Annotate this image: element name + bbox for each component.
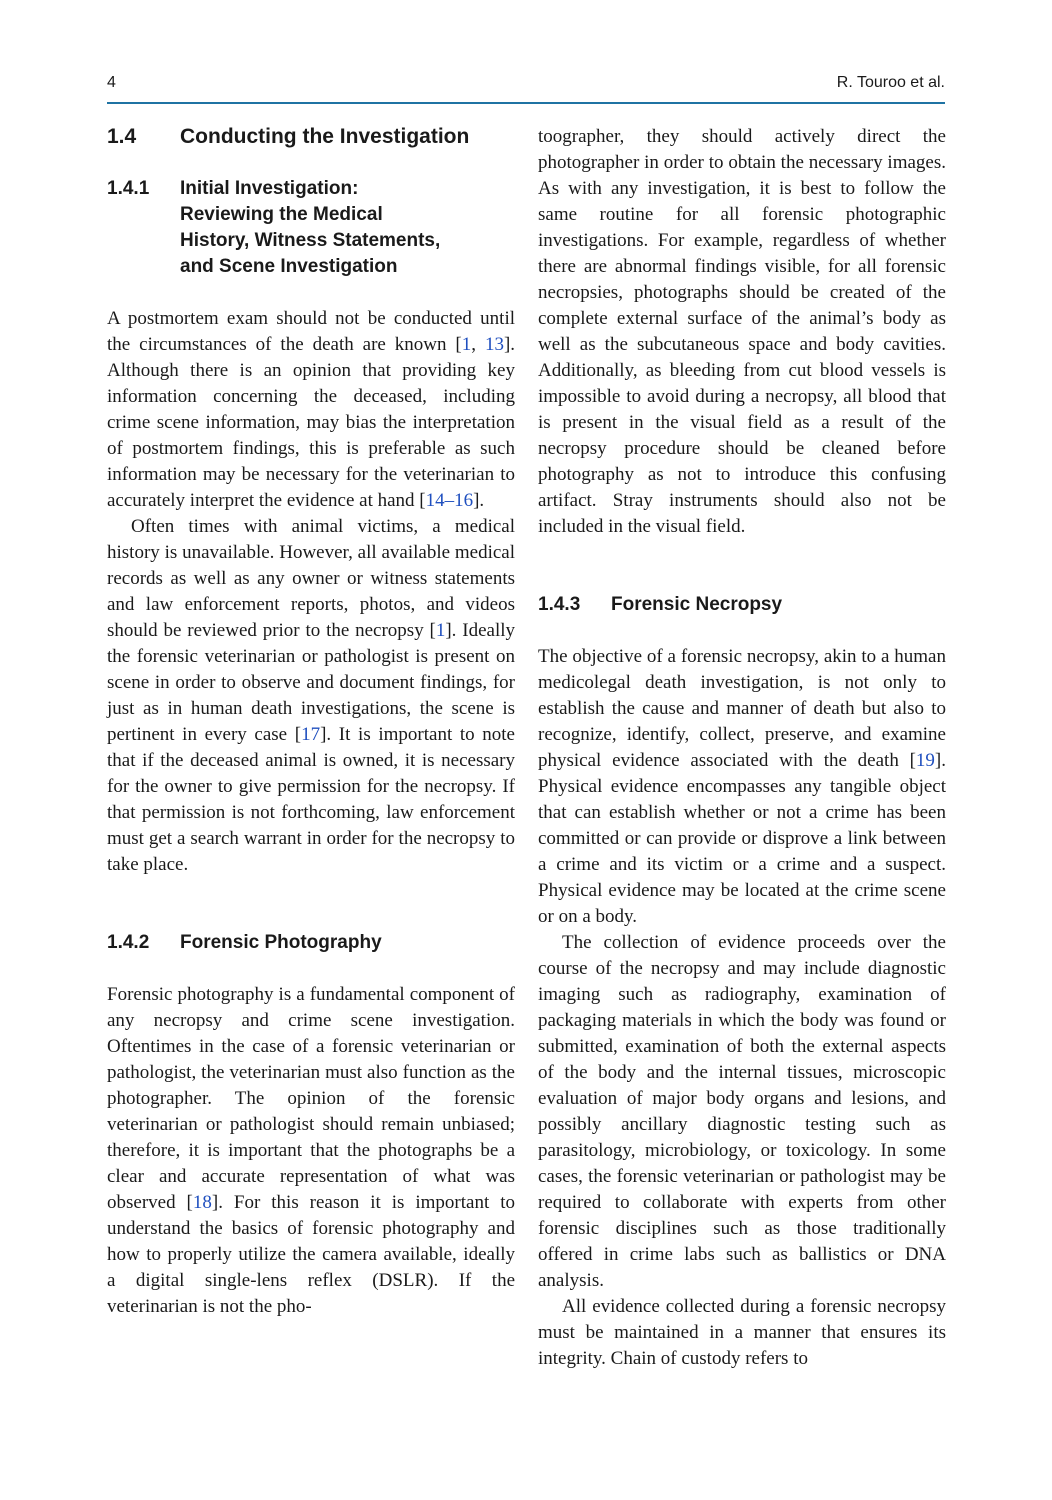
subsection-title: Forensic Photography: [180, 932, 382, 953]
paragraph-text-part: ]. For this reason it is important to understand the basics of forensic photography and how to properly utilize the camera available, ideally a digital single-lens reflex (DSLR). If the veterinarian is not the pho-: [107, 1192, 515, 1317]
subsection-heading-1-4-3: [538, 592, 946, 618]
paragraph: The objective of a forensic necropsy, akin to a human medicolegal death investigation, is not only to establish the cause and manner of death but also to recognize, identify, collect, preserve, and examine physical evidence associated with the death [19]. Physical evidence encompasses any tangible object that can establish whether or not a crime has been committed or can provide or disprove a link between a crime and its victim or a crime and a suspect. Physical evidence may be located at the crime scene or on a body.: [538, 646, 946, 927]
subsection-title-line: Initial Investigation:: [180, 178, 359, 199]
subsection-title-line: Reviewing the Medical: [180, 204, 383, 225]
paragraph: The collection of evidence proceeds over the course of the necropsy and may include diagnostic imaging such as radiography, examination of packaging materials in which the body was found or submitted, examination of both the external aspects of the body and the internal tissues, microscopic evaluation of major body organs and lesions, and possibly ancillary diagnostic testing such as parasitology, microbiology, or toxicology. In some cases, the forensic veterinarian or pathologist may be required to collaborate with experts from other forensic disciplines such as those traditionally offered in crime labs such as ballistics or DNA analysis.: [538, 932, 946, 1291]
citation-link[interactable]: 14: [425, 490, 445, 511]
section-title: Conducting the Investigation: [180, 125, 470, 148]
paragraph-text-part: toographer, they should actively direct the photographer in order to obtain the necessary images. As with any investigation, it is best to follow the same routine for all forensic photographic investigations. For example, regardless of whether there are abnormal findings visible, for all forensic necropsies, photographs should be created of the complete external surface of the animal’s body as well as the subcutaneous space and body cavities. Additionally, as bleeding from cut blood vessels is impossible to avoid during a necropsy, all blood that is present in the visual field as a result of the necropsy procedure should be cleaned before photography as not to introduce this confusing artifact. Stray instruments should also not be included in the visual field.: [538, 126, 946, 537]
subsection-title: Forensic Necropsy: [611, 594, 783, 615]
paragraph: Often times with animal victims, a medical history is unavailable. However, all available medical records as well as any owner or witness statements and law enforcement reports, photos, and videos should be reviewed prior to the necropsy [1]. Ideally the forensic veterinarian or pathologist is present on scene in order to observe and document findings, for just as in human death investigations, the scene is pertinent in every case [17]. It is important to note that if the deceased animal is owned, it is necessary for the owner to give permission for the necropsy. If that permission is not forthcoming, law enforcement must get a search warrant in order for the necropsy to take place.: [107, 516, 515, 875]
citation-link[interactable]: 19: [915, 750, 935, 771]
running-head-authors: R. Touroo et al.: [836, 74, 945, 91]
subsection-number: 1.4.1: [107, 178, 150, 199]
left-column: [107, 124, 515, 1320]
citation-link[interactable]: 1: [461, 334, 472, 355]
paragraph: All evidence collected during a forensic necropsy must be maintained in a manner that ensures its integrity. Chain of custody refers to: [538, 1296, 946, 1369]
subsection-number: 1.4.3: [538, 594, 581, 615]
paragraph: A postmortem exam should not be conducted until the circumstances of the death are known [1, 13]. Although there is an opinion that providing key information concerning the deceased, including crime scene information, may bias the interpretation of postmortem findings, this is preferable as such information may be necessary for the veterinarian to accurately interpret the evidence at hand [14–16].: [107, 308, 516, 511]
citation-link[interactable]: 1: [435, 620, 446, 641]
citation-link[interactable]: 17: [301, 724, 321, 745]
citation-link[interactable]: 18: [192, 1192, 212, 1213]
subsection-title-line: and Scene Investigation: [180, 256, 398, 277]
citation-link[interactable]: 16: [454, 490, 474, 511]
subsection-title-line: History, Witness Statements,: [180, 230, 441, 251]
citation-link[interactable]: 13: [484, 334, 504, 355]
right-column: [538, 124, 946, 1372]
subsection-title: [180, 176, 515, 280]
page-number: 4: [107, 74, 116, 91]
subsection-number: 1.4.2: [107, 932, 150, 953]
running-header: [107, 72, 945, 104]
section-number: 1.4: [107, 125, 137, 148]
subsection-heading-1-4-1: [107, 176, 515, 280]
section-heading-1-4: [107, 124, 515, 150]
paragraph: Forensic photography is a fundamental component of any necropsy and crime scene investigation. Oftentimes in the case of a forensic veterinarian or pathologist, the veterinarian must also function as the photographer. The opinion of the forensic veterinarian or pathologist should remain unbiased; therefore, it is important that the photographs be a clear and accurate representation of what was observed [18]. For this reason it is important to understand the basics of forensic photography and how to properly utilize the camera available, ideally a digital single-lens reflex (DSLR). If the veterinarian is not the pho-: [107, 984, 515, 1317]
paragraph-continued: [538, 124, 946, 540]
subsection-heading-1-4-2: [107, 930, 515, 956]
